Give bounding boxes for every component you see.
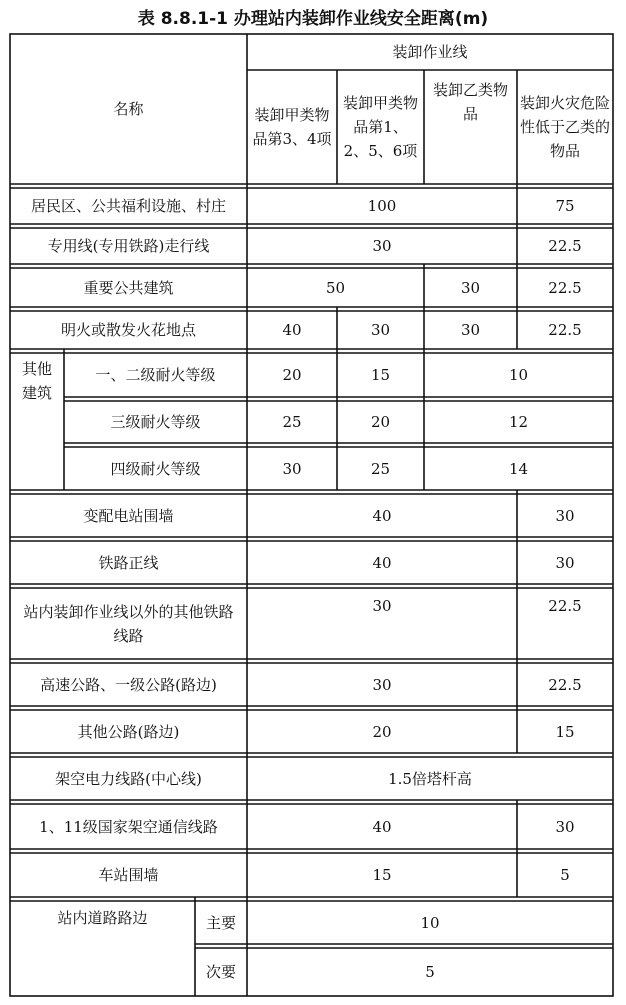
row-name: 三级耐火等级 — [110, 413, 201, 431]
row-value: 40 — [372, 553, 392, 572]
row-name: 一、二级耐火等级 — [95, 366, 216, 384]
row-value: 25 — [370, 459, 391, 478]
row-name: 车站围墙 — [98, 866, 159, 884]
row-value: 12 — [508, 413, 529, 431]
row-value: 40 — [372, 817, 392, 836]
row-value: 30 — [372, 675, 392, 694]
row-name: 居民区、公共福利设施、村庄 — [30, 197, 226, 215]
row-value: 1.5倍塔杆高 — [388, 769, 472, 788]
row-value: 20 — [370, 413, 391, 431]
row-name: 其他公路(路边) — [77, 722, 180, 741]
row-value: 30 — [460, 278, 481, 297]
row-value: 30 — [372, 237, 392, 255]
row-value: 22.5 — [548, 321, 582, 339]
row-name: 高速公路、一级公路(路边) — [40, 675, 217, 694]
row-name: 站内装卸作业线以外的其他铁路线路 — [23, 602, 234, 645]
row-name: 重要公共建筑 — [83, 278, 174, 297]
row-value: 20 — [282, 366, 302, 384]
row-value: 100 — [367, 197, 397, 215]
row-value: 5 — [425, 963, 435, 981]
row-value: 40 — [372, 506, 392, 525]
row-value: 30 — [555, 817, 575, 836]
header-name: 名称 — [113, 100, 144, 118]
row-value: 30 — [370, 321, 391, 339]
row-value: 15 — [555, 722, 575, 741]
row-value: 20 — [372, 722, 392, 741]
header-col2: 装卸甲类物品第1、2、5、6项 — [342, 94, 418, 160]
row-value: 50 — [325, 278, 346, 297]
road-label: 站内道路路边 — [57, 909, 148, 927]
row-value: 30 — [460, 321, 481, 339]
row-name: 四级耐火等级 — [110, 459, 201, 478]
row-value: 10 — [420, 913, 440, 932]
row-name: 主要 — [205, 913, 236, 932]
row-name: 1、11级国家架空通信线路 — [39, 817, 218, 836]
row-value: 30 — [555, 553, 575, 572]
row-value: 75 — [555, 197, 575, 215]
row-value: 22.5 — [548, 597, 582, 615]
row-value: 25 — [282, 413, 302, 431]
row-value: 5 — [560, 866, 570, 884]
row-name: 变配电站围墙 — [83, 506, 174, 525]
row-value: 10 — [508, 366, 529, 384]
row-value: 22.5 — [548, 237, 582, 255]
header-col3: 装卸乙类物品 — [432, 81, 508, 123]
row-name: 架空电力线路(中心线) — [55, 769, 202, 788]
row-value: 14 — [508, 459, 529, 478]
row-value: 22.5 — [548, 675, 582, 694]
row-value: 30 — [372, 597, 392, 615]
header-col4: 装卸火灾危险性低于乙类的物品 — [519, 94, 610, 160]
row-name: 次要 — [205, 963, 236, 981]
row-name: 铁路正线 — [98, 553, 159, 572]
other-buildings-label: 其他建筑 — [21, 360, 52, 402]
header-group: 装卸作业线 — [392, 43, 468, 61]
table-title: 表 8.8.1-1 办理站内装卸作业线安全距离(m) — [137, 9, 489, 29]
row-value: 30 — [282, 459, 302, 478]
row-value: 22.5 — [548, 278, 582, 297]
row-value: 40 — [282, 321, 302, 339]
header-col1: 装卸甲类物品第3、4项 — [252, 106, 332, 148]
row-value: 15 — [372, 866, 392, 884]
row-value: 15 — [370, 366, 391, 384]
row-value: 30 — [555, 506, 575, 525]
row-name: 明火或散发火花地点 — [60, 321, 196, 339]
row-name: 专用线(专用铁路)走行线 — [47, 237, 210, 255]
